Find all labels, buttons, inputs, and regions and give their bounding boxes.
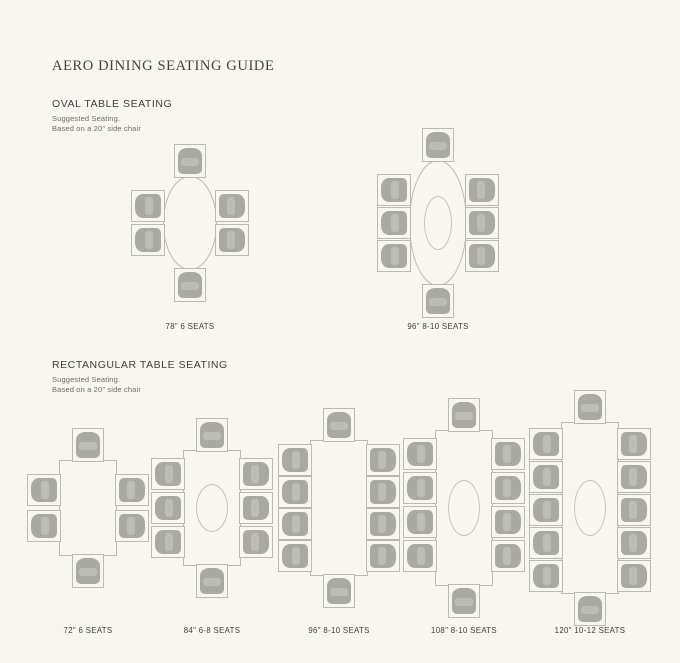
- chair-right-2: [366, 476, 400, 508]
- chair-right-1: [465, 174, 499, 206]
- rect-table-108-inner: [448, 480, 480, 536]
- chair-right-1: [491, 438, 525, 470]
- chair-left-1: [529, 428, 563, 460]
- rect-table-96: [310, 440, 368, 576]
- chair-left-2: [278, 476, 312, 508]
- oval-table-96-inner: [424, 196, 452, 250]
- chair-right-1: [366, 444, 400, 476]
- chair-left-3: [377, 240, 411, 272]
- chair-right-3: [491, 506, 525, 538]
- chair-left-4: [529, 527, 563, 559]
- chair-right-1: [115, 474, 149, 506]
- section-subtitle-oval-line1: Suggested Seating.: [52, 114, 121, 123]
- chair-left-2: [529, 461, 563, 493]
- chair-right-3: [465, 240, 499, 272]
- chair-left-1: [278, 444, 312, 476]
- caption-rect-108: 108" 8-10 SEATS: [431, 626, 497, 635]
- rect-table-84-inner: [196, 484, 228, 532]
- chair-bottom: [323, 574, 355, 608]
- chair-top: [422, 128, 454, 162]
- chair-left-3: [403, 506, 437, 538]
- chair-top: [174, 144, 206, 178]
- caption-rect-84: 84" 6-8 SEATS: [183, 626, 241, 635]
- chair-right-3: [239, 526, 273, 558]
- section-subtitle-oval-line2: Based on a 20" side chair: [52, 124, 141, 133]
- chair-left-4: [403, 540, 437, 572]
- chair-left-2: [131, 224, 165, 256]
- chair-right-4: [366, 540, 400, 572]
- chair-right-2: [491, 472, 525, 504]
- rect-table-120-inner: [574, 480, 606, 536]
- chair-top: [72, 428, 104, 462]
- chair-left-1: [27, 474, 61, 506]
- chair-right-3: [366, 508, 400, 540]
- chair-left-2: [151, 492, 185, 524]
- chair-right-1: [617, 428, 651, 460]
- chair-bottom: [196, 564, 228, 598]
- chair-left-4: [278, 540, 312, 572]
- section-subtitle-rect-line2: Based on a 20" side chair: [52, 385, 141, 394]
- chair-right-1: [215, 190, 249, 222]
- chair-left-3: [151, 526, 185, 558]
- chair-bottom: [174, 268, 206, 302]
- chair-left-5: [529, 560, 563, 592]
- chair-right-1: [239, 458, 273, 490]
- chair-left-2: [403, 472, 437, 504]
- section-title-oval: OVAL TABLE SEATING: [52, 98, 173, 110]
- chair-top: [448, 398, 480, 432]
- chair-right-4: [617, 527, 651, 559]
- caption-rect-96: 96" 8-10 SEATS: [308, 626, 370, 635]
- chair-right-2: [215, 224, 249, 256]
- page-title: AERO DINING SEATING GUIDE: [52, 58, 275, 74]
- chair-bottom: [422, 284, 454, 318]
- chair-left-3: [529, 494, 563, 526]
- chair-right-2: [617, 461, 651, 493]
- caption-rect-72: 72" 6 SEATS: [63, 626, 113, 635]
- rect-table-72: [59, 460, 117, 556]
- chair-right-2: [239, 492, 273, 524]
- chair-left-1: [151, 458, 185, 490]
- chair-left-1: [131, 190, 165, 222]
- caption-oval-96: 96" 8-10 SEATS: [407, 322, 469, 331]
- chair-left-2: [27, 510, 61, 542]
- caption-rect-120: 120" 10-12 SEATS: [554, 626, 626, 635]
- chair-top: [323, 408, 355, 442]
- chair-bottom: [448, 584, 480, 618]
- chair-left-2: [377, 207, 411, 239]
- chair-left-1: [377, 174, 411, 206]
- chair-top: [196, 418, 228, 452]
- caption-oval-78: 78" 6 SEATS: [165, 322, 215, 331]
- chair-bottom: [574, 592, 606, 626]
- chair-top: [574, 390, 606, 424]
- oval-table-78: [163, 176, 217, 270]
- chair-right-3: [617, 494, 651, 526]
- chair-left-1: [403, 438, 437, 470]
- chair-right-5: [617, 560, 651, 592]
- chair-right-4: [491, 540, 525, 572]
- chair-bottom: [72, 554, 104, 588]
- section-subtitle-rect-line1: Suggested Seating.: [52, 375, 121, 384]
- section-title-rectangular: RECTANGULAR TABLE SEATING: [52, 359, 228, 371]
- chair-right-2: [465, 207, 499, 239]
- chair-right-2: [115, 510, 149, 542]
- chair-left-3: [278, 508, 312, 540]
